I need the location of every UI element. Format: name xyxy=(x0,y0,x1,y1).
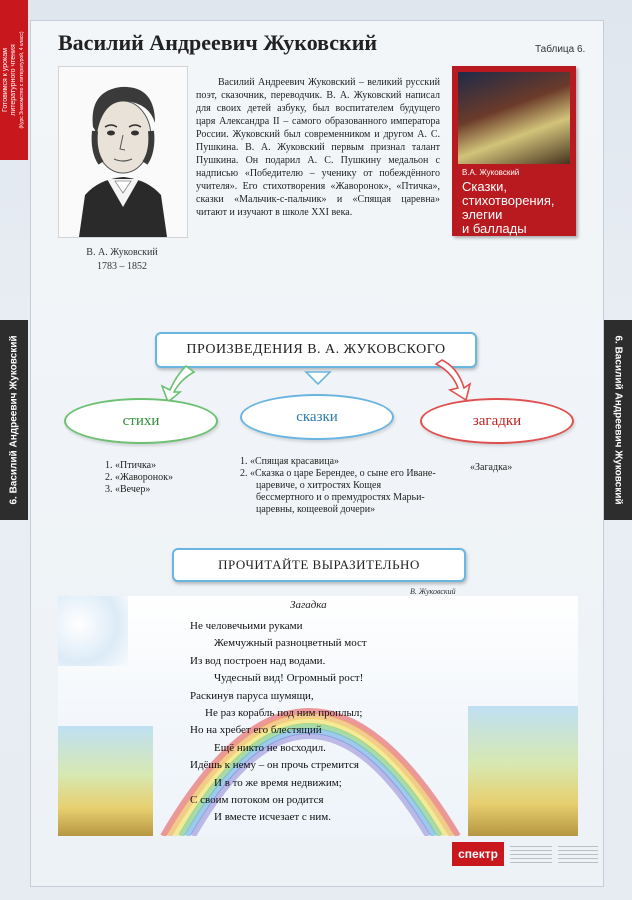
poem-line: Но на хребет его блестящий xyxy=(190,724,322,737)
meadow-right-image xyxy=(468,706,578,836)
category-riddles: загадки xyxy=(420,398,574,444)
table-number: Таблица 6. xyxy=(535,44,586,55)
list-item: 2. «Жаворонок» xyxy=(105,472,174,483)
reading-heading-box xyxy=(172,548,466,582)
works-heading: ПРОИЗВЕДЕНИЯ В. А. ЖУКОВСКОГО xyxy=(186,342,446,357)
publisher-logo: спектр xyxy=(452,842,504,866)
list-item: 1. «Спящая красавица» xyxy=(240,456,340,467)
portrait-years: 1783 – 1852 xyxy=(97,261,147,272)
poem-line: Идёшь к нему – он прочь стремится xyxy=(190,759,359,772)
portrait-name: В. А. Жуковский xyxy=(86,247,158,258)
list-item: 1. «Птичка» xyxy=(105,460,157,471)
list-item: «Загадка» xyxy=(470,462,513,473)
footer-fineprint-2 xyxy=(558,846,598,864)
book-title-line4: и баллады xyxy=(462,221,527,236)
poem-line: Раскинув паруса шумящи, xyxy=(190,689,314,702)
poem-author: В. Жуковский xyxy=(410,587,456,596)
page-title: Василий Андреевич Жуковский xyxy=(58,30,378,55)
poem-line: Из вод построен над водами. xyxy=(190,654,326,667)
poem-line: Чудесный вид! Огромный рост! xyxy=(214,672,364,685)
tales-list xyxy=(240,456,440,516)
biography-text: Василий Андреевич Жуковский – великий русский поэт, сказочник, переводчик. В. А. Жуковский написал для своих детей азбуку, был воспитателем будущего царя Александра II – самого образованного императора России. Жуковский был современником и другом А. С. Пушкина. В. А. Жуковский первым признал талант Пушкина. Он подарил А. С. Пушкину медальон с надписью «Победителю – ученику от побеждённого учителя». Его стихотворения «Жаворонок», «Птичка», сказки «Мальчик-с-пальчик» и «Спящая царевна» читают и изучают в школе XXI века. xyxy=(196,77,440,218)
poem-text xyxy=(190,618,367,827)
series-label-line1: Готовимся к урокам xyxy=(2,48,9,112)
left-vertical-title: 6. Василий Андреевич Жуковский xyxy=(8,335,20,505)
poem-title: Загадка xyxy=(290,599,327,611)
poem-line: И вместе исчезает с ним. xyxy=(214,811,332,824)
poem-line: Жемчужный разноцветный мост xyxy=(214,637,367,650)
series-label-line3: (Курс Знакомство с литературой, 4 класс) xyxy=(19,31,25,129)
poem-line: Ещё никто не восходил. xyxy=(214,741,326,754)
right-vertical-title: 6. Василий Андреевич Жуковский xyxy=(612,335,624,505)
category-tales: сказки xyxy=(240,394,394,440)
arrow-right-icon xyxy=(436,360,470,400)
arrow-center-icon xyxy=(306,372,330,384)
book-title-line2: стихотворения, xyxy=(462,193,555,208)
book-title-line1: Сказки, xyxy=(462,179,507,194)
series-label-line2: литературного чтения xyxy=(10,44,17,116)
list-item: 2. «Сказка о царе Берендее, о сыне его Иване-царевиче, о хитростях Кощея бессмертного и о премудростях Марьи-царевны, кощеевой дочери» xyxy=(240,468,436,515)
meadow-left-image xyxy=(58,726,153,836)
poem-line: Не человечьими руками xyxy=(190,620,303,632)
book-author: В.А. Жуковский xyxy=(462,168,520,177)
reading-heading: ПРОЧИТАЙТЕ ВЫРАЗИТЕЛЬНО xyxy=(218,557,420,572)
arrow-left-icon xyxy=(162,366,194,402)
footer-fineprint-1 xyxy=(510,846,552,864)
category-poems: стихи xyxy=(64,398,218,444)
poem-line: И в то же время недвижим; xyxy=(214,776,342,789)
book-title-line3: элегии xyxy=(462,207,503,222)
poem-line: Не раз корабль под ним проплыл; xyxy=(205,707,363,720)
poem-line: С своим потоком он родится xyxy=(190,794,324,807)
list-item: 3. «Вечер» xyxy=(105,484,151,495)
poems-list xyxy=(105,460,173,496)
riddles-list xyxy=(470,462,512,474)
